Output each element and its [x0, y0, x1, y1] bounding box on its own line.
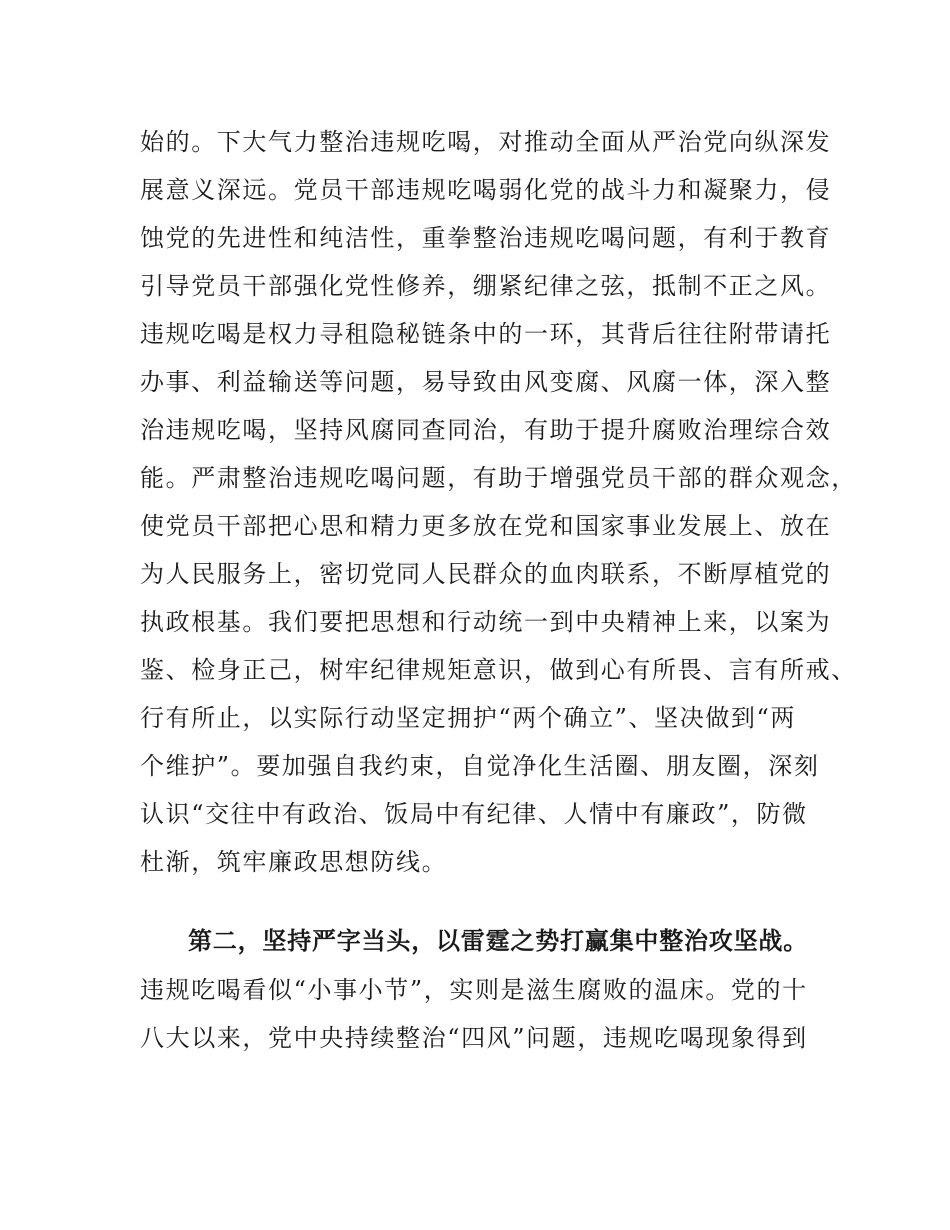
paragraph-1-line: 行有所止，以实际行动坚定拥护“两个确立”、坚决做到“两: [140, 704, 797, 732]
paragraph-1-line: 蚀党的先进性和纯洁性，重拳整治违规吃喝问题，有利于教育: [140, 224, 832, 252]
paragraph-1-line: 能。严肃整治违规吃喝问题，有助于增强党员干部的群众观念，: [140, 464, 857, 492]
paragraph-1-line: 违规吃喝是权力寻租隐秘链条中的一环，其背后往往附带请托: [140, 320, 832, 348]
paragraph-1-line: 鉴、检身正己，树牢纪律规矩意识，做到心有所畏、言有所戒、: [140, 656, 857, 684]
paragraph-1-line: 展意义深远。党员干部违规吃喝弱化党的战斗力和凝聚力，侵: [140, 176, 832, 204]
section-heading: 第二，坚持严字当头，以雷霆之势打赢集中整治攻坚战。: [188, 927, 808, 955]
paragraph-1-line: 为人民服务上，密切党同人民群众的血肉联系，不断厚植党的: [140, 560, 832, 588]
paragraph-1-line: 执政根基。我们要把思想和行动统一到中央精神上来，以案为: [140, 608, 832, 636]
paragraph-1-line: 认识“交往中有政治、饭局中有纪律、人情中有廉政”，防微: [140, 800, 808, 828]
paragraph-1-line: 个维护”。要加强自我约束，自觉净化生活圈、朋友圈，深刻: [140, 752, 820, 780]
paragraph-1-line: 始的。下大气力整治违规吃喝，对推动全面从严治党向纵深发: [140, 128, 832, 156]
paragraph-1-line: 办事、利益输送等问题，易导致由风变腐、风腐一体，深入整: [140, 368, 832, 396]
paragraph-1-line: 治违规吃喝，坚持风腐同查同治，有助于提升腐败治理综合效: [140, 416, 832, 444]
paragraph-2-line: 八大以来，党中央持续整治“四风”问题，违规吃喝现象得到: [140, 1024, 808, 1052]
paragraph-2-line: 违规吃喝看似“小事小节”，实则是滋生腐败的温床。党的十: [140, 976, 808, 1004]
paragraph-1-line: 引导党员干部强化党性修养，绷紧纪律之弦，抵制不正之风。: [140, 272, 832, 300]
paragraph-1-line: 杜渐，筑牢廉政思想防线。: [140, 848, 448, 876]
paragraph-1-line: 使党员干部把心思和精力更多放在党和国家事业发展上、放在: [140, 512, 832, 540]
